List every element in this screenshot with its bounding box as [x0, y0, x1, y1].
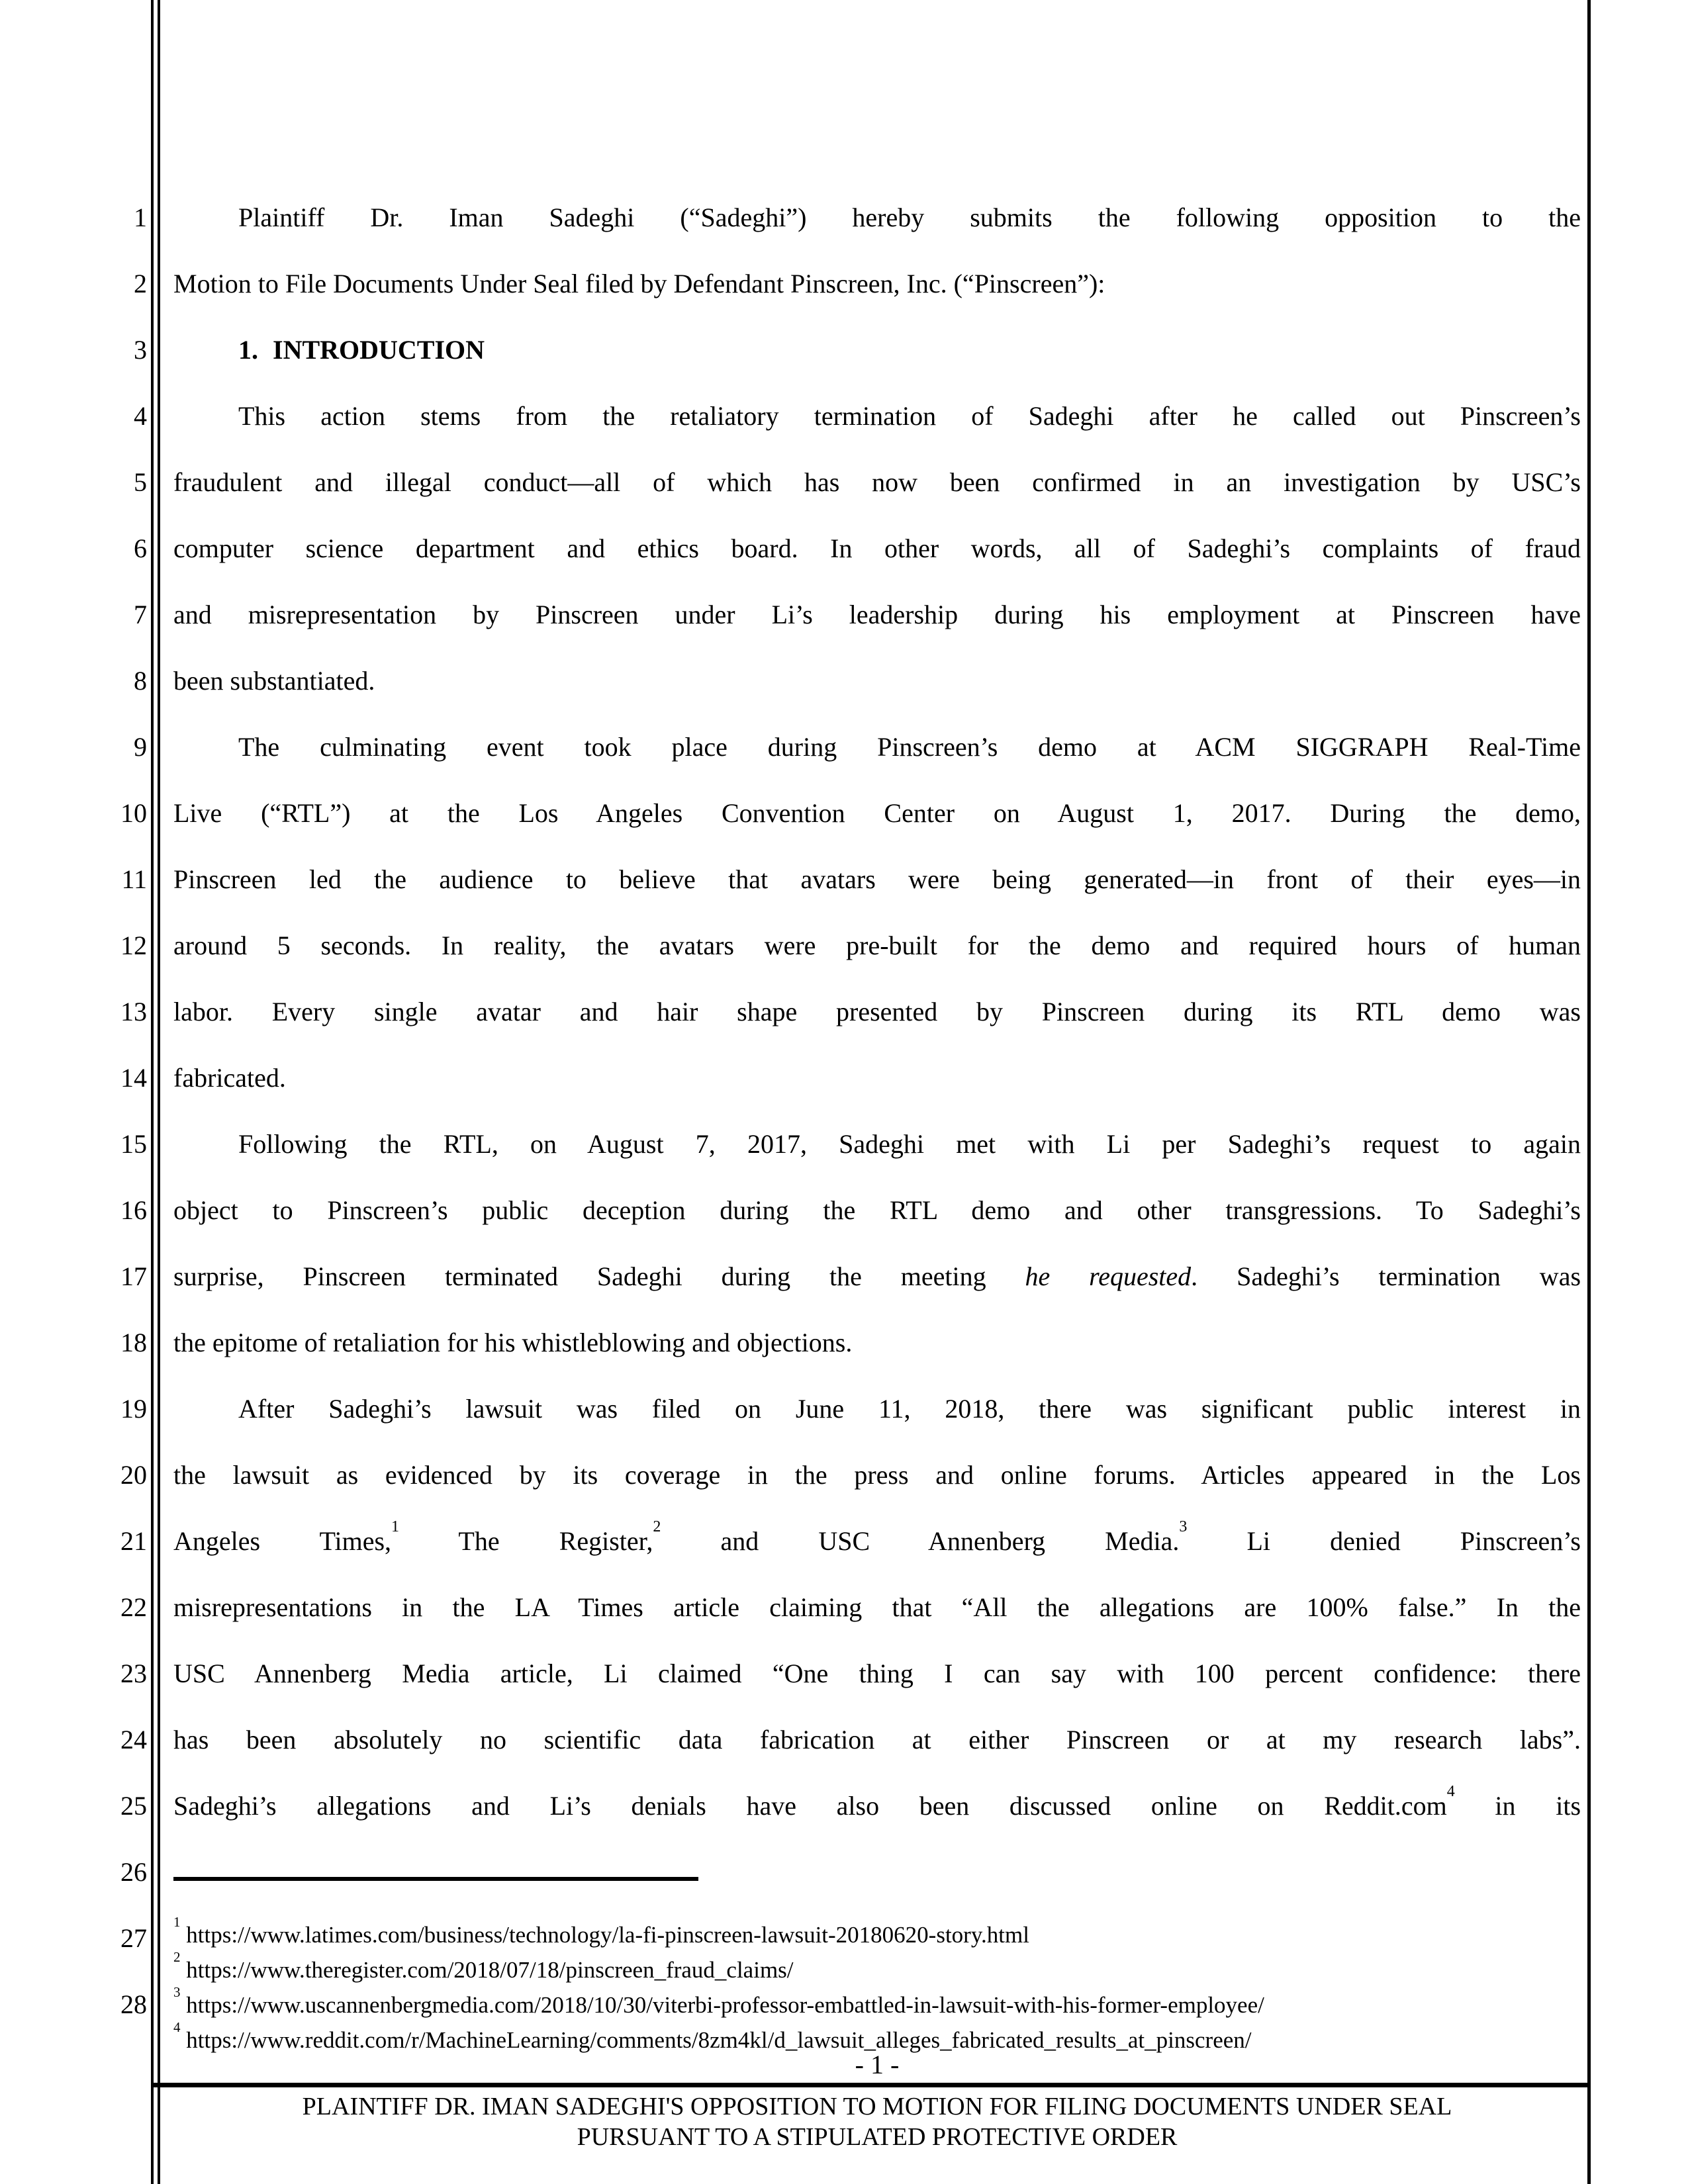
body-line-18 — [173, 1324, 1581, 1364]
line-number-24: 24 — [120, 1725, 147, 1754]
line-number-22: 22 — [120, 1592, 147, 1622]
body-text-segment: fraudulent and illegal conduct—all of which has now been confirmed in an investigation by USC’s — [173, 467, 1581, 497]
body-text-segment: the epitome of retaliation for his whistleblowing and objections. — [173, 1328, 853, 1357]
body-text-segment: Plaintiff Dr. Iman Sadeghi (“Sadeghi”) hereby submits the following opposition to the — [238, 203, 1581, 232]
body-text-segment: labor. Every single avatar and hair shape presented by Pinscreen during its RTL demo was — [173, 997, 1581, 1026]
body-line-7 — [173, 596, 1581, 636]
footnote-reference-3: 3 — [1179, 1518, 1188, 1536]
line-number-15: 15 — [120, 1129, 147, 1159]
footnote-marker-2: 2 — [173, 1948, 181, 1965]
line-number-17: 17 — [120, 1261, 147, 1291]
body-line-12 — [173, 927, 1581, 967]
body-text-segment: . Sadeghi’s termination was — [1191, 1261, 1581, 1291]
body-line-17 — [173, 1258, 1581, 1298]
body-line-9 — [173, 729, 1581, 768]
footnote-url: https://www.uscannenbergmedia.com/2018/10/30/viterbi-professor-embattled-in-lawsuit-with-his-former-employee/ — [180, 1992, 1264, 2018]
body-text-segment: the lawsuit as evidenced by its coverage in the press and online forums. Articles appeared in the Los — [173, 1460, 1581, 1490]
body-text-segment: Live (“RTL”) at the Los Angeles Convention Center on August 1, 2017. During the demo, — [173, 798, 1581, 828]
line-number-12: 12 — [120, 931, 147, 960]
line-number-9: 9 — [134, 732, 147, 762]
line-number-4: 4 — [134, 401, 147, 431]
body-line-22 — [173, 1589, 1581, 1629]
body-line-21 — [173, 1518, 1581, 1563]
footnote-1 — [173, 1913, 1581, 1950]
body-text-segment: USC Annenberg Media article, Li claimed “One thing I can say with 100 percent confidence: there — [173, 1659, 1581, 1688]
page-number: - 1 - — [855, 2050, 900, 2079]
body-text-segment: 1. — [238, 335, 258, 365]
line-number-14: 14 — [120, 1063, 147, 1093]
line-number-13: 13 — [120, 997, 147, 1026]
body-line-11 — [173, 861, 1581, 901]
line-number-26: 26 — [120, 1857, 147, 1887]
left-double-rule-inner — [158, 0, 160, 2184]
body-line-24 — [173, 1721, 1581, 1761]
body-text-segment: fabricated. — [173, 1063, 286, 1093]
body-line-8 — [173, 662, 1581, 702]
line-number-11: 11 — [121, 864, 147, 894]
line-number-18: 18 — [120, 1328, 147, 1357]
body-text-segment: he requested — [1025, 1261, 1192, 1291]
body-text-segment: After Sadeghi’s lawsuit was filed on June 11, 2018, there was significant public interest in — [238, 1394, 1581, 1424]
body-line-4 — [173, 398, 1581, 437]
line-number-20: 20 — [120, 1460, 147, 1490]
body-text-segment: in its — [1454, 1791, 1581, 1821]
body-text-segment: misrepresentations in the LA Times article claiming that “All the allegations are 100% false.” In the — [173, 1592, 1581, 1622]
body-text-segment: Pinscreen led the audience to believe that avatars were being generated—in front of their eyes—in — [173, 864, 1581, 894]
body-line-13 — [173, 993, 1581, 1033]
body-line-23 — [173, 1655, 1581, 1695]
body-text-segment: been substantiated. — [173, 666, 375, 696]
line-number-5: 5 — [134, 467, 147, 497]
line-number-10: 10 — [120, 798, 147, 828]
body-line-15 — [173, 1126, 1581, 1165]
line-number-23: 23 — [120, 1659, 147, 1688]
body-text-segment: Following the RTL, on August 7, 2017, Sadeghi met with Li per Sadeghi’s request to again — [238, 1129, 1581, 1159]
body-text-segment: Sadeghi’s allegations and Li’s denials have also been discussed online on Reddit.com — [173, 1791, 1447, 1821]
line-number-6: 6 — [134, 533, 147, 563]
footer-title-line1: PLAINTIFF DR. IMAN SADEGHI'S OPPOSITION TO MOTION FOR FILING DOCUMENTS UNDER SEAL — [302, 2093, 1452, 2120]
line-number-7: 7 — [134, 600, 147, 629]
footnote-reference-2: 2 — [653, 1518, 661, 1536]
footnote-reference-1: 1 — [391, 1518, 400, 1536]
body-text-segment: and misrepresentation by Pinscreen under Li’s leadership during his employment at Pinscreen have — [173, 600, 1581, 629]
body-line-3 — [173, 332, 1581, 371]
footnote-url: https://www.theregister.com/2018/07/18/pinscreen_fraud_claims/ — [180, 1957, 794, 1983]
body-text-segment: This action stems from the retaliatory termination of Sadeghi after he called out Pinscreen’s — [238, 401, 1581, 431]
line-number-21: 21 — [120, 1526, 147, 1556]
footnote-separator — [173, 1877, 698, 1881]
line-number-3: 3 — [134, 335, 147, 365]
body-line-5 — [173, 464, 1581, 504]
line-number-27: 27 — [120, 1923, 147, 1953]
body-text-segment: Angeles Times, — [173, 1526, 392, 1556]
body-text-segment: computer science department and ethics board. In other words, all of Sadeghi’s complaints of fraud — [173, 533, 1581, 563]
footnote-reference-4: 4 — [1446, 1783, 1455, 1801]
line-number-16: 16 — [120, 1195, 147, 1225]
body-text-segment: INTRODUCTION — [273, 335, 485, 365]
footer-title-line2: PURSUANT TO A STIPULATED PROTECTIVE ORDER — [577, 2123, 1178, 2151]
footnote-marker-3: 3 — [173, 1983, 181, 2000]
footer-rule — [154, 2083, 1591, 2087]
footnote-url: https://www.latimes.com/business/technology/la-fi-pinscreen-lawsuit-20180620-story.html — [180, 1922, 1029, 1948]
line-number-1: 1 — [134, 203, 147, 232]
footnote-marker-4: 4 — [173, 2019, 181, 2035]
footnote-3 — [173, 1983, 1581, 2021]
body-line-2 — [173, 265, 1581, 305]
body-text-segment: has been absolutely no scientific data fabrication at either Pinscreen or at my research labs”. — [173, 1725, 1581, 1754]
body-text-segment: Li denied Pinscreen’s — [1187, 1526, 1581, 1556]
body-line-16 — [173, 1192, 1581, 1232]
body-line-1 — [173, 199, 1581, 239]
body-line-25 — [173, 1783, 1581, 1827]
body-text-segment: The Register, — [399, 1526, 653, 1556]
line-number-25: 25 — [120, 1791, 147, 1821]
line-number-8: 8 — [134, 666, 147, 696]
body-line-10 — [173, 795, 1581, 835]
footnote-url: https://www.reddit.com/r/MachineLearning/comments/8zm4kl/d_lawsuit_alleges_fabricated_results_at_pinscreen/ — [180, 2027, 1252, 2053]
line-number-2: 2 — [134, 269, 147, 298]
footnote-2 — [173, 1948, 1581, 1985]
body-text-segment: object to Pinscreen’s public deception during the RTL demo and other transgressions. To Sadeghi’s — [173, 1195, 1581, 1225]
body-text-segment: around 5 seconds. In reality, the avatars were pre-built for the demo and required hours of human — [173, 931, 1581, 960]
body-text-segment: surprise, Pinscreen terminated Sadeghi during the meeting — [173, 1261, 1025, 1291]
line-number-28: 28 — [120, 1989, 147, 2019]
body-text-segment: Motion to File Documents Under Seal filed by Defendant Pinscreen, Inc. (“Pinscreen”): — [173, 269, 1105, 298]
body-line-19 — [173, 1390, 1581, 1430]
body-line-14 — [173, 1060, 1581, 1099]
footnote-marker-1: 1 — [173, 1913, 181, 1930]
line-number-19: 19 — [120, 1394, 147, 1424]
body-line-20 — [173, 1457, 1581, 1496]
right-rule — [1587, 0, 1591, 2184]
body-text-segment: and USC Annenberg Media. — [661, 1526, 1180, 1556]
body-line-6 — [173, 530, 1581, 570]
left-double-rule-outer — [151, 0, 154, 2184]
body-text-segment: The culminating event took place during Pinscreen’s demo at ACM SIGGRAPH Real-Time — [238, 732, 1581, 762]
